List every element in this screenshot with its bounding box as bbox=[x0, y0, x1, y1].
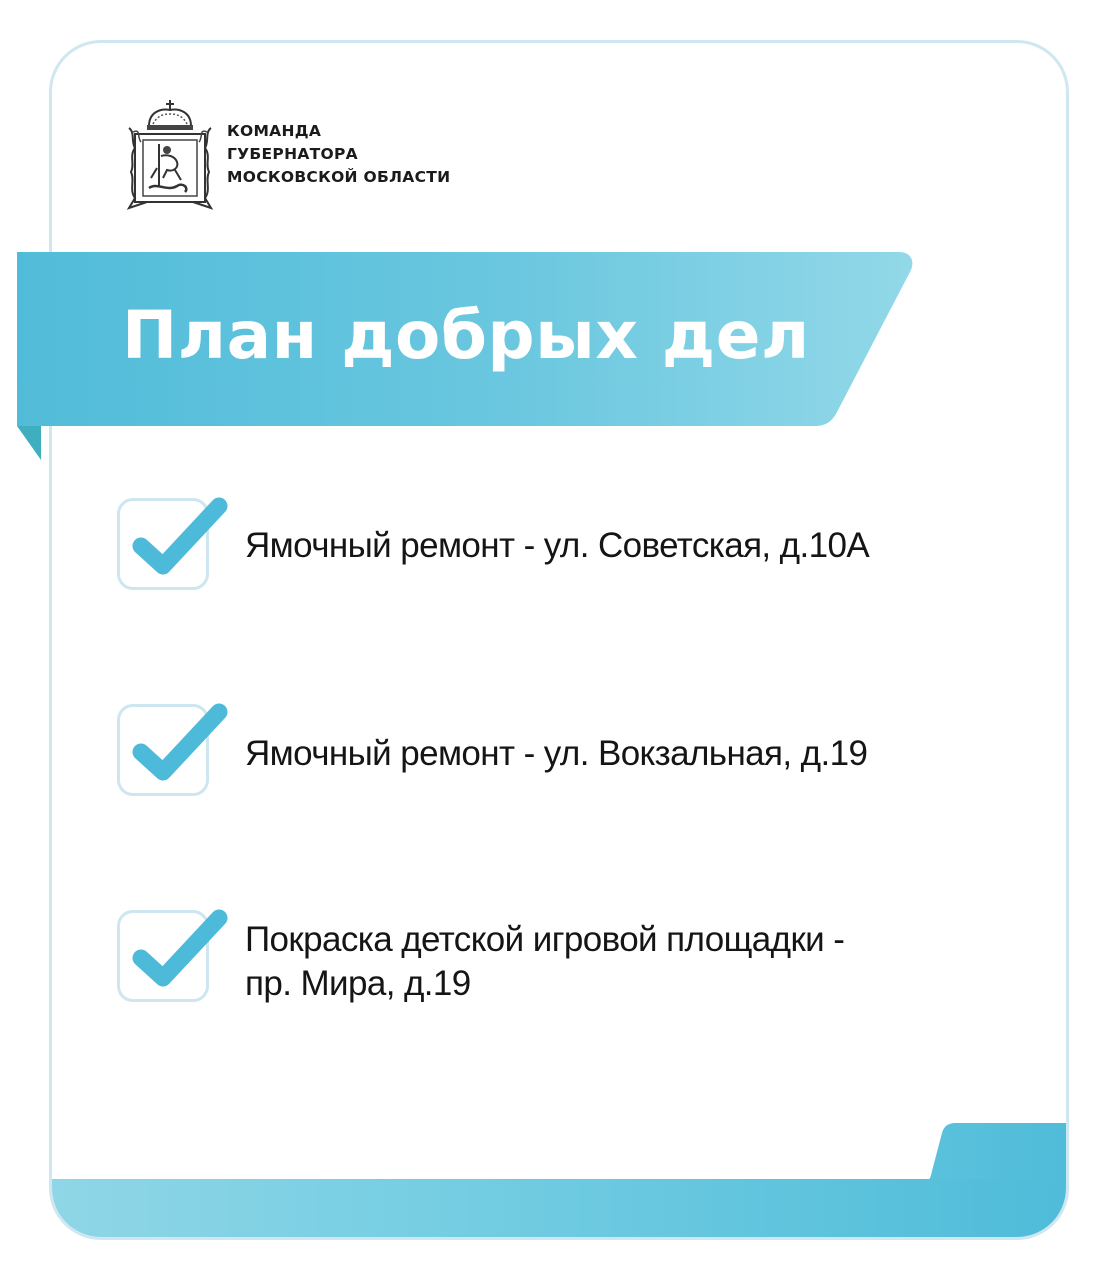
content-card bbox=[49, 40, 1069, 1240]
checklist-item bbox=[117, 700, 867, 800]
checklist-item-text bbox=[245, 918, 844, 1006]
checklist-item-text-line2: пр. Мира, д.19 bbox=[245, 964, 471, 1003]
organization-name-line2: ГУБЕРНАТОРА bbox=[227, 144, 358, 163]
checkmark-icon bbox=[117, 700, 229, 800]
checklist-item-text: Ямочный ремонт - ул. Советская, д.10А bbox=[245, 526, 870, 565]
checkbox bbox=[117, 494, 229, 594]
checkbox bbox=[117, 700, 229, 800]
organization-name-line3: МОСКОВСКОЙ ОБЛАСТИ bbox=[227, 167, 451, 186]
checklist-item-text-line1: Покраска детской игровой площадки - bbox=[245, 920, 845, 959]
checklist-item-text: Ямочный ремонт - ул. Вокзальная, д.19 bbox=[245, 734, 868, 773]
checkmark-icon bbox=[117, 494, 229, 594]
moscow-oblast-coat-of-arms-icon bbox=[127, 98, 213, 210]
organization-name bbox=[227, 120, 450, 189]
footer-band bbox=[52, 1179, 1066, 1237]
organization-logo bbox=[127, 98, 450, 210]
footer-tab-decoration bbox=[916, 1123, 1066, 1187]
checkbox bbox=[117, 906, 229, 1006]
checklist-item bbox=[117, 494, 869, 594]
checklist-item bbox=[117, 906, 844, 1006]
organization-name-line1: КОМАНДА bbox=[227, 121, 322, 140]
page-title: План добрых дел bbox=[122, 297, 810, 374]
checkmark-icon bbox=[117, 906, 229, 1006]
